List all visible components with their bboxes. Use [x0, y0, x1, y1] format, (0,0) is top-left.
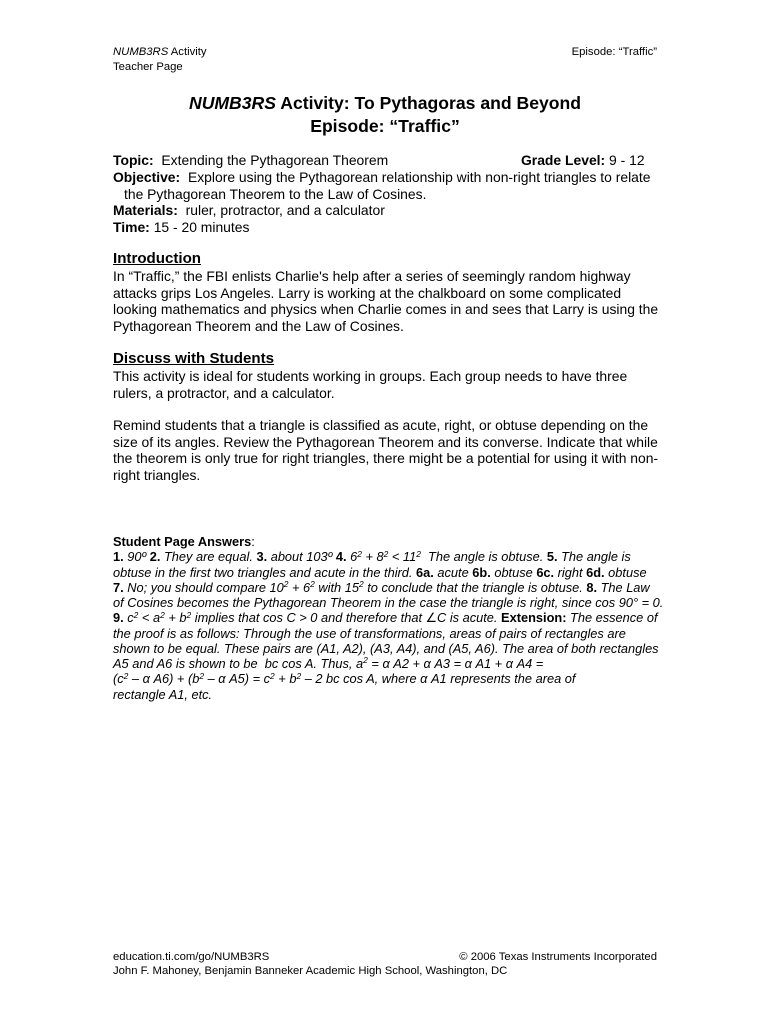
answer-text: No; you should compare 10 [123, 579, 284, 595]
answer-text: of Cosines becomes the Pythagorean Theorem in the case the triangle is right, since cos 90° = 0. [113, 595, 664, 610]
answer-line [113, 610, 663, 625]
answer-line [113, 641, 663, 656]
answer-text: < a [138, 610, 161, 626]
answer-text: (c [113, 671, 124, 687]
student-page-answers [113, 534, 663, 702]
answer-line [113, 626, 663, 641]
objective-text: Explore using the Pythagorean relationship with non-right triangles to relate [187, 168, 651, 185]
answer-text: c [123, 610, 134, 626]
exponent: 2 [383, 548, 389, 559]
answer-label: 9. [113, 610, 124, 626]
answer-line [113, 580, 663, 595]
answer-label: 1. [113, 549, 124, 565]
text-line: attacks grips Los Angeles. Larry is working at the chalkboard on some complicated [113, 284, 622, 301]
answer-line [113, 549, 663, 564]
answer-text: The Law [597, 579, 650, 595]
page-footer [113, 950, 657, 978]
answer-line [113, 671, 663, 686]
answer-text: 90º [123, 549, 150, 565]
text-line: the theorem is only true for right triangles, there might be a potential for using it with non- [113, 450, 659, 467]
page-title [113, 92, 657, 138]
objective-continuation: the Pythagorean Theorem to the Law of Cosines. [124, 185, 427, 202]
introduction-paragraph [113, 268, 658, 334]
text-line: rulers, a protractor, and a calculator. [113, 384, 335, 401]
answer-text: The angle is [557, 549, 631, 565]
answer-text: obtuse [604, 564, 647, 580]
grade-level [521, 152, 645, 169]
answers-body [113, 549, 663, 702]
text-line: This activity is ideal for students working in groups. Each group needs to have three [113, 368, 628, 384]
answer-text: to conclude that the triangle is obtuse. [363, 579, 587, 595]
answer-text: with 15 [314, 579, 359, 595]
answer-text: – α A6) + (b [128, 671, 200, 687]
title-activity-name: Activity: To Pythagoras and Beyond [280, 93, 582, 113]
answer-text: about 103º [267, 549, 336, 565]
answer-line [113, 595, 663, 610]
answer-text: rectangle A1, etc. [113, 686, 213, 702]
answer-text: + 6 [288, 579, 311, 595]
answer-label: 8. [586, 579, 598, 595]
title-line [113, 92, 657, 115]
answer-text: obtuse [490, 564, 537, 580]
exponent: 2 [160, 609, 165, 620]
text-line: right triangles. [113, 466, 201, 483]
objective-label: Objective: [113, 168, 181, 185]
answer-text: = α A2 + α A3 = α A1 + α A4 = [367, 656, 544, 671]
discuss-paragraph-triangles [113, 417, 658, 483]
exponent: 2 [310, 579, 315, 590]
discuss-paragraph-groups [113, 368, 627, 401]
text-line: Remind students that a triangle is classified as acute, right, or obtuse depending on the [113, 417, 649, 433]
running-header-left [113, 45, 207, 74]
title-episode: Episode: “Traffic” [310, 116, 460, 136]
answer-label: 2. [149, 549, 161, 565]
header-series-name: NUMB3RS [113, 46, 169, 58]
activity-details [113, 152, 657, 236]
grade-value: 9 - 12 [609, 152, 645, 168]
discuss-heading: Discuss with Students [113, 350, 275, 367]
answer-text: implies that cos C > 0 and therefore that ∠C is acute. [191, 610, 502, 626]
objective-line [113, 169, 657, 186]
footer-author: John F. Mahoney, Benjamin Banneker Academic High School, Washington, DC [113, 965, 508, 977]
time-value: 15 - 20 minutes [153, 219, 250, 236]
answer-line [113, 687, 663, 702]
answer-text: + b [164, 610, 187, 626]
footer-top-row [113, 950, 657, 964]
answer-text: The angle is obtuse. [420, 549, 547, 565]
answer-text: – α A5) = c [204, 671, 271, 687]
answers-label: Student Page Answers [113, 534, 252, 549]
answer-label: 6a. [416, 564, 434, 580]
answer-label: 6d. [586, 564, 605, 580]
materials-line [113, 202, 657, 219]
answer-label: Extension: [501, 610, 567, 626]
answer-line [113, 565, 663, 580]
answer-text: shown to be equal. These pairs are (A1, A2), (A3, A4), and (A5, A6). The area of both rectangles [113, 640, 659, 656]
title-series-name: NUMB3RS [188, 93, 276, 113]
answer-text: 6 [346, 549, 358, 565]
answer-text: The essence of [566, 610, 658, 626]
answer-text: They are equal. [160, 549, 257, 565]
grade-label: Grade Level: [521, 152, 606, 168]
exponent: 2 [133, 609, 139, 620]
answer-text: < 11 [388, 549, 417, 565]
text-line: size of its angles. Review the Pythagorean Theorem and its converse. Indicate that while [113, 433, 658, 450]
footer-url: education.ti.com/go/NUMB3RS [113, 951, 270, 963]
time-line [113, 219, 657, 236]
exponent: 2 [270, 670, 275, 681]
answer-text: + 8 [361, 549, 384, 565]
exponent: 2 [186, 609, 192, 620]
topic-label: Topic: [113, 152, 154, 168]
answer-label: 5. [546, 549, 558, 565]
exponent: 2 [199, 670, 205, 681]
text-line: looking mathematics and physics when Charlie comes in and sees that Larry is using the [113, 301, 659, 318]
answer-label: 6b. [472, 564, 491, 580]
header-activity-line [113, 45, 207, 60]
materials-label: Materials: [113, 202, 178, 219]
exponent: 2 [296, 670, 302, 681]
answer-text: obtuse in the first two triangles and acute in the third. [113, 564, 417, 580]
header-episode: Episode: “Traffic” [571, 46, 657, 58]
exponent: 2 [358, 579, 364, 590]
header-activity-word: Activity [170, 46, 207, 58]
exponent: 2 [357, 548, 362, 559]
answer-label: 3. [256, 549, 268, 565]
footer-copyright: © 2006 Texas Instruments Incorporated [459, 951, 657, 963]
topic-value: Extending the Pythagorean Theorem [161, 152, 389, 168]
answer-label: 4. [335, 549, 347, 565]
exponent: 2 [123, 670, 129, 681]
exponent: 2 [416, 548, 421, 559]
answer-label: 7. [113, 579, 124, 595]
answer-label: 6c. [536, 564, 555, 580]
exponent: 2 [283, 579, 289, 590]
answer-text: right [554, 564, 587, 580]
exponent: 2 [363, 655, 368, 666]
text-line: Pythagorean Theorem and the Law of Cosines. [113, 317, 404, 334]
answer-line [113, 656, 663, 671]
answer-text: the proof is as follows: Through the use of transformations, areas of pairs of rectangles are [113, 625, 626, 641]
answers-label-colon: : [251, 534, 255, 549]
answers-heading [113, 534, 663, 549]
topic-line [113, 152, 657, 169]
materials-value: ruler, protractor, and a calculator [185, 202, 385, 219]
header-page-type: Teacher Page [113, 60, 183, 73]
introduction-heading: Introduction [113, 250, 202, 267]
answer-text: + b [274, 671, 297, 687]
answer-text: – 2 bc cos A, where α A1 represents the area of [301, 671, 576, 687]
answer-text: A5 and A6 is shown to be bc cos A. Thus, a [113, 656, 364, 671]
time-label: Time: [113, 219, 150, 236]
answer-text: acute [433, 564, 473, 580]
text-line: In “Traffic,” the FBI enlists Charlie's help after a series of seemingly random highway [113, 268, 631, 284]
